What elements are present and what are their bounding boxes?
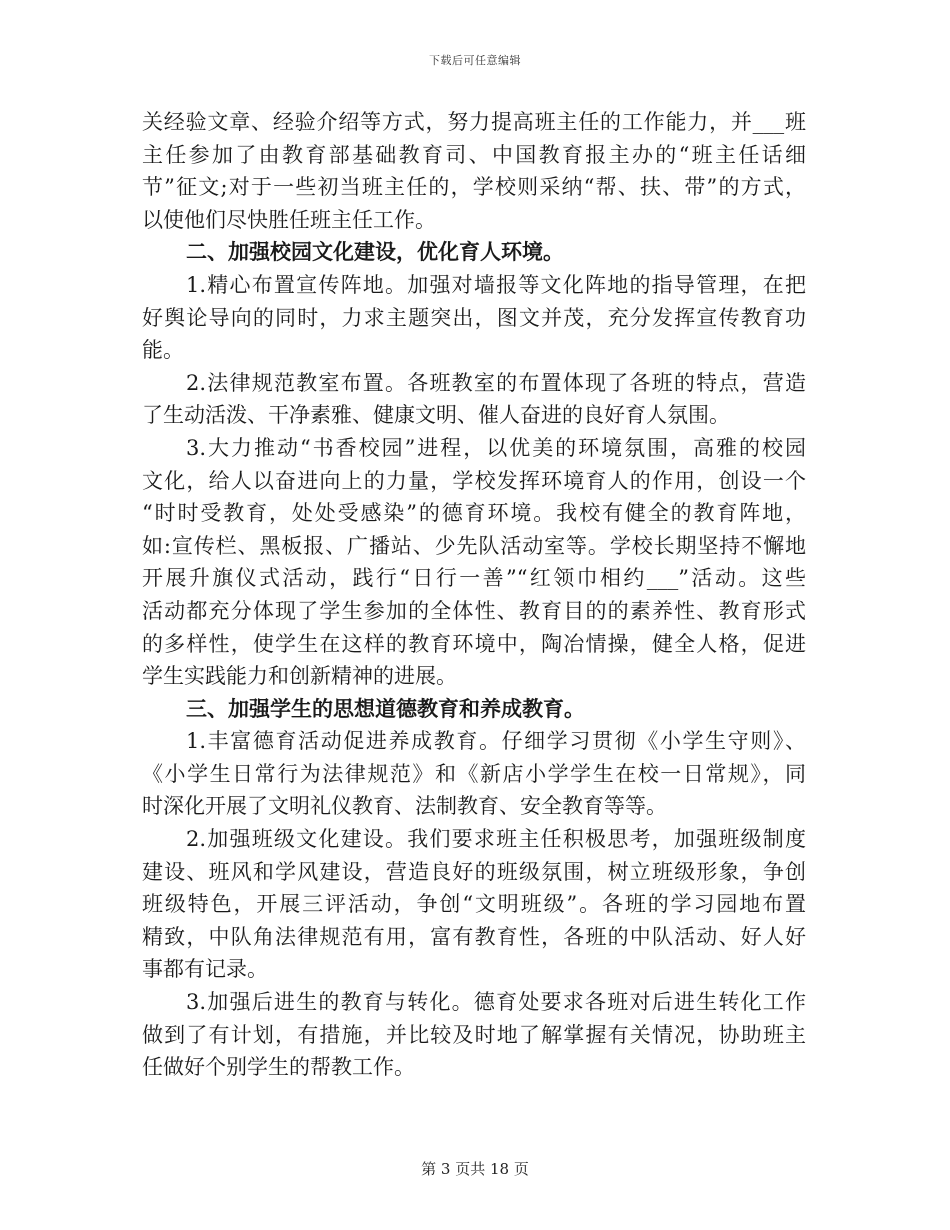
paragraph-line: 主任参加了由教育部基础教育司、中国教育报主办的“班主任话细 (142, 142, 806, 167)
paragraph-line: 活动都充分体现了学生参加的全体性、教育目的的素养性、教育形式 (142, 598, 806, 623)
paragraph-line: 的多样性，使学生在这样的教育环境中，陶冶情操，健全人格，促进 (142, 631, 806, 656)
page-header: 下载后可任意编辑 (429, 54, 521, 67)
section-heading: 三、加强学生的思想道德教育和养成教育。 (186, 695, 585, 721)
paragraph-line: 1.丰富德育活动促进养成教育。仔细学习贯彻《小学生守则》、 (186, 729, 806, 754)
paragraph-line: 文化，给人以奋进向上的力量，学校发挥环境育人的作用，创设一个 (142, 468, 806, 493)
paragraph-line: 如:宣传栏、黑板报、广播站、少先队活动室等。学校长期坚持不懈地 (142, 533, 806, 558)
paragraph-line: 班级特色，开展三评活动，争创“文明班级”。各班的学习园地布置 (142, 892, 806, 917)
paragraph-line: 精致，中队角法律规范有用，富有教育性，各班的中队活动、好人好 (142, 924, 806, 949)
paragraph-line: 2.加强班级文化建设。我们要求班主任积极思考，加强班级制度 (186, 827, 806, 852)
paragraph-line: 学生实践能力和创新精神的进展。 (142, 664, 457, 689)
paragraph-line: 节”征文;对于一些初当班主任的，学校则采纳“帮、扶、带”的方式， (142, 175, 806, 200)
paragraph-line: 好舆论导向的同时，力求主题突出，图文并茂，充分发挥宣传教育功 (142, 305, 806, 330)
paragraph-line: 能。 (142, 338, 184, 363)
paragraph-line: 以使他们尽快胜任班主任工作。 (142, 207, 436, 232)
paragraph-line: 开展升旗仪式活动，践行“日行一善”“红领巾相约___”活动。这些 (142, 566, 806, 591)
paragraph-line: 建设、班风和学风建设，营造良好的班级氛围，树立班级形象，争创 (142, 859, 806, 884)
paragraph-line: 1.精心布置宣传阵地。加强对墙报等文化阵地的指导管理，在把 (186, 272, 806, 297)
paragraph-line: 2.法律规范教室布置。各班教室的布置体现了各班的特点，营造 (186, 370, 806, 395)
paragraph-line: 关经验文章、经验介绍等方式，努力提高班主任的工作能力，并___班 (142, 110, 806, 134)
paragraph-line: 3.加强后进生的教育与转化。德育处要求各班对后进生转化工作 (186, 990, 806, 1015)
page-number: 第 3 页共 18 页 (421, 1160, 529, 1178)
paragraph-line: 3.大力推动“书香校园”进程，以优美的环境氛围，高雅的校园 (186, 435, 806, 460)
paragraph-line: 做到了有计划，有措施，并比较及时地了解掌握有关情况，协助班主 (142, 1022, 806, 1047)
paragraph-line: 时深化开展了文明礼仪教育、法制教育、安全教育等等。 (142, 794, 667, 819)
section-heading: 二、加强校园文化建设，优化育人环境。 (186, 239, 564, 265)
paragraph-line: 了生动活泼、干净素雅、健康文明、催人奋进的良好育人氛围。 (142, 403, 730, 428)
paragraph-line: 事都有记录。 (142, 957, 268, 982)
document-body (142, 106, 806, 1084)
paragraph-line: 任做好个别学生的帮教工作。 (142, 1055, 415, 1080)
paragraph-line: 《小学生日常行为法律规范》和《新店小学学生在校一日常规》，同 (142, 761, 806, 786)
paragraph-line: “时时受教育，处处受感染”的德育环境。我校有健全的教育阵地， (142, 501, 806, 526)
